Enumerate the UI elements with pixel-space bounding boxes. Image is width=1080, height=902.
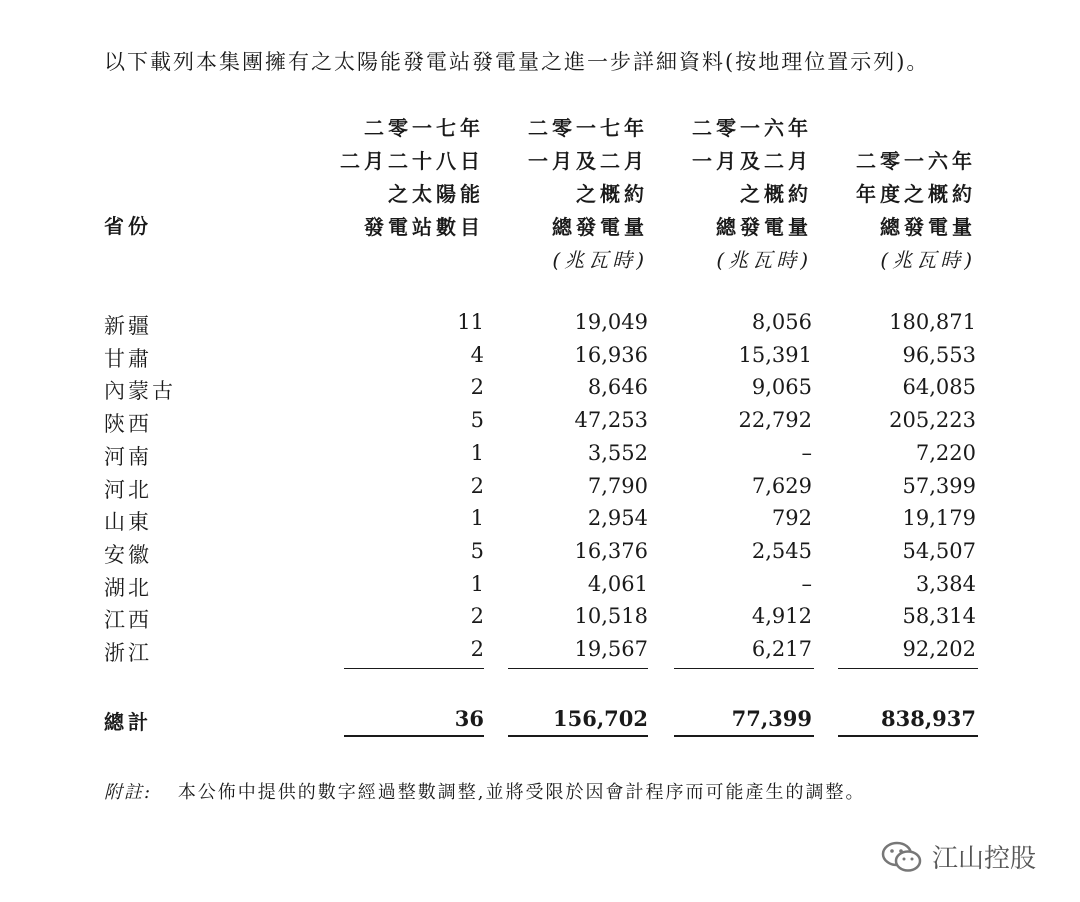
- gen-2016-janfeb-cell: 22,792: [738, 408, 812, 432]
- gen-2017-cell: 8,646: [587, 375, 648, 399]
- stations-cell: 4: [470, 343, 484, 367]
- header-line: 二零一六年: [692, 116, 812, 140]
- gen-2016-janfeb-cell: 7,629: [751, 474, 812, 498]
- stations-cell: 2: [470, 375, 484, 399]
- gen-2016-janfeb-cell: 8,056: [751, 310, 812, 334]
- header-gen-2016-year: [776, 145, 976, 277]
- header-line: 總發電量: [880, 215, 976, 239]
- total-row: [0, 706, 1080, 738]
- subtotal-rule: [344, 668, 484, 669]
- header-line: 之概約: [740, 182, 812, 206]
- table-row: [0, 506, 1080, 538]
- gen-2016-janfeb-cell: 9,065: [751, 375, 812, 399]
- province-cell: 內蒙古: [104, 379, 176, 403]
- total-rule: [674, 735, 814, 737]
- table-row: [0, 343, 1080, 375]
- total-gen-2016-year: 838,937: [881, 706, 976, 731]
- province-cell: 新疆: [104, 314, 152, 338]
- gen-2016-year-cell: 19,179: [902, 506, 976, 530]
- gen-2017-cell: 16,376: [574, 539, 648, 563]
- header-line: 之概約: [576, 182, 648, 206]
- stations-cell: 5: [470, 539, 484, 563]
- gen-2016-year-cell: 92,202: [902, 637, 976, 661]
- province-cell: 安徽: [104, 543, 152, 567]
- stations-cell: 2: [470, 474, 484, 498]
- header-line: 總發電量: [552, 215, 648, 239]
- table-row: [0, 375, 1080, 407]
- table-row: [0, 310, 1080, 342]
- stations-cell: 1: [470, 506, 484, 530]
- total-gen-2016-janfeb: 77,399: [731, 706, 812, 731]
- total-rule: [344, 735, 484, 737]
- gen-2016-year-cell: 64,085: [902, 375, 976, 399]
- province-cell: 江西: [104, 608, 152, 632]
- gen-2016-year-cell: 57,399: [902, 474, 976, 498]
- stations-cell: 11: [457, 310, 484, 334]
- province-cell: 山東: [104, 510, 152, 534]
- province-cell: 湖北: [104, 576, 152, 600]
- gen-2016-year-cell: 180,871: [889, 310, 976, 334]
- footnote: [104, 778, 866, 804]
- watermark: [880, 838, 1036, 875]
- gen-2016-year-cell: 58,314: [902, 604, 976, 628]
- gen-2016-janfeb-cell: 2,545: [751, 539, 812, 563]
- subtotal-rule: [508, 668, 648, 669]
- gen-2017-cell: 3,552: [587, 441, 648, 465]
- header-unit: (兆瓦時): [716, 248, 812, 272]
- total-gen-2017: 156,702: [553, 706, 648, 731]
- header-line: 一月及二月: [528, 149, 648, 173]
- gen-2017-cell: 19,567: [574, 637, 648, 661]
- header-line: 年度之概約: [856, 182, 976, 206]
- gen-2017-cell: 47,253: [574, 408, 648, 432]
- total-label: 總計: [104, 710, 152, 734]
- table-row: [0, 604, 1080, 636]
- header-province: 省份: [104, 214, 152, 238]
- wechat-icon: [880, 840, 924, 874]
- gen-2016-year-cell: 96,553: [902, 343, 976, 367]
- gen-2016-year-cell: 3,384: [915, 572, 976, 596]
- footnote-text: 本公佈中提供的數字經過整數調整,並將受限於因會計程序而可能產生的調整。: [177, 782, 866, 803]
- header-line: 二零一六年: [856, 149, 976, 173]
- gen-2016-janfeb-cell: –: [801, 572, 812, 596]
- gen-2016-janfeb-cell: 15,391: [738, 343, 812, 367]
- total-stations: 36: [454, 706, 484, 731]
- gen-2016-janfeb-cell: 792: [771, 506, 812, 530]
- header-unit: (兆瓦時): [880, 248, 976, 272]
- table-row: [0, 441, 1080, 473]
- table-row: [0, 572, 1080, 604]
- province-cell: 河北: [104, 478, 152, 502]
- gen-2016-janfeb-cell: 4,912: [751, 604, 812, 628]
- province-cell: 河南: [104, 445, 152, 469]
- footnote-label: 附註:: [104, 782, 153, 803]
- watermark-text: 江山控股: [932, 844, 1037, 874]
- header-line: 二零一七年: [528, 116, 648, 140]
- gen-2017-cell: 19,049: [574, 310, 648, 334]
- gen-2016-janfeb-cell: –: [801, 441, 812, 465]
- header-line: 二月二十八日: [340, 149, 484, 173]
- province-cell: 陝西: [104, 412, 152, 436]
- total-rule: [838, 735, 978, 737]
- stations-cell: 1: [470, 572, 484, 596]
- gen-2016-janfeb-cell: 6,217: [751, 637, 812, 661]
- stations-cell: 2: [470, 604, 484, 628]
- stations-cell: 1: [470, 441, 484, 465]
- table-row: [0, 637, 1080, 669]
- header-line: 之太陽能: [388, 182, 484, 206]
- header-line: 發電站數目: [364, 215, 484, 239]
- intro-text: 以下載列本集團擁有之太陽能發電站發電量之進一步詳細資料(按地理位置示列)。: [104, 50, 930, 74]
- gen-2017-cell: 2,954: [587, 506, 648, 530]
- header-line: 一月及二月: [692, 149, 812, 173]
- header-unit: (兆瓦時): [552, 248, 648, 272]
- gen-2017-cell: 16,936: [574, 343, 648, 367]
- table-row: [0, 408, 1080, 440]
- stations-cell: 2: [470, 637, 484, 661]
- gen-2016-year-cell: 7,220: [915, 441, 976, 465]
- province-cell: 浙江: [104, 641, 152, 665]
- table-row: [0, 539, 1080, 571]
- subtotal-rule: [674, 668, 814, 669]
- gen-2017-cell: 4,061: [587, 572, 648, 596]
- header-line: 總發電量: [716, 215, 812, 239]
- gen-2016-year-cell: 205,223: [889, 408, 976, 432]
- header-line: 二零一七年: [364, 116, 484, 140]
- gen-2017-cell: 7,790: [587, 474, 648, 498]
- stations-cell: 5: [470, 408, 484, 432]
- province-cell: 甘肅: [104, 347, 152, 371]
- gen-2016-year-cell: 54,507: [902, 539, 976, 563]
- table-row: [0, 474, 1080, 506]
- total-rule: [508, 735, 648, 737]
- subtotal-rule: [838, 668, 978, 669]
- gen-2017-cell: 10,518: [574, 604, 648, 628]
